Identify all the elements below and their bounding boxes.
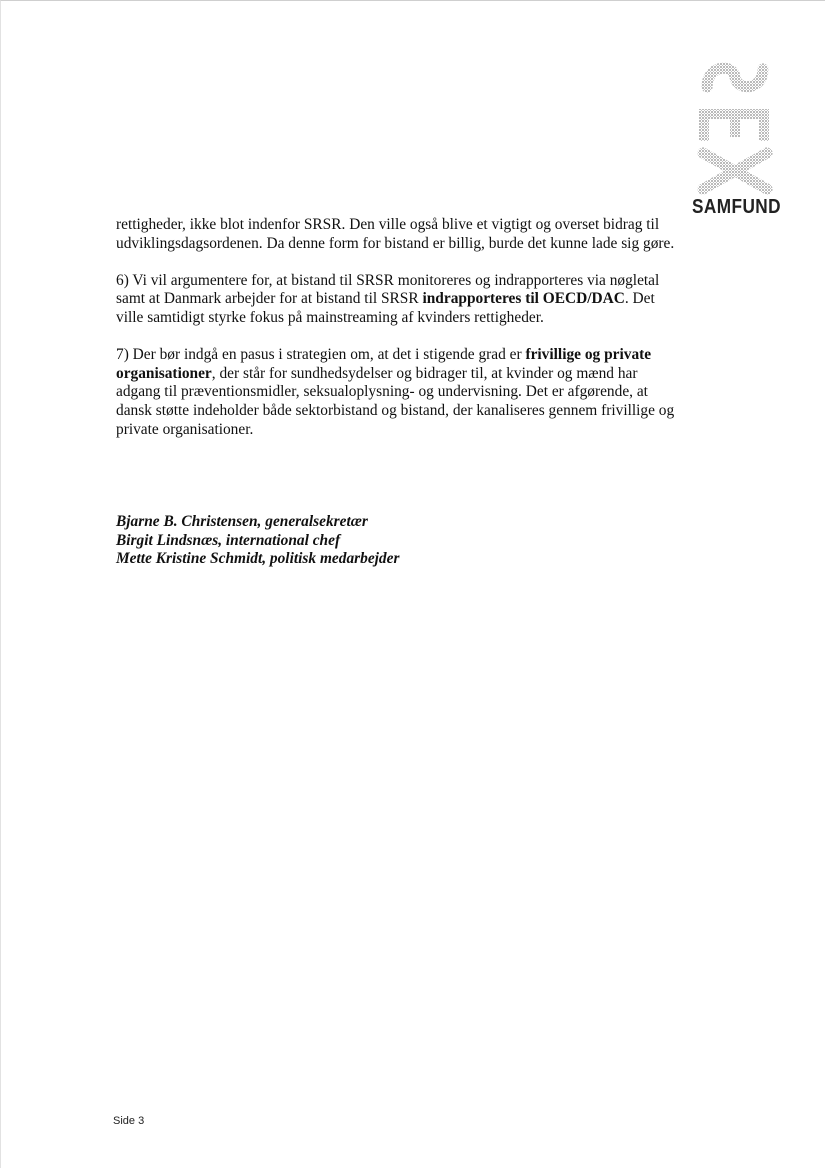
signature-block (116, 513, 399, 569)
sex-logo-mark (693, 51, 777, 197)
sex-og-samfund-logo (685, 51, 785, 221)
letter-body (116, 216, 676, 439)
paragraph-7-text-b: , der står for sundhedsydelser og bidrager til, at kvinder og mænd har adgang til præventionsmidler, seksualoplysning- og undervisning. Det er afgørende, at dansk støtte indeholder både sektorbistand og bistand, der kanaliseres gennem frivillige og private organisationer. (116, 364, 675, 438)
signatory: Mette Kristine Schmidt, politisk medarbejder (116, 550, 400, 568)
page-number: Side 3 (113, 1115, 145, 1127)
paragraph-6-text-b: . Det ville samtidigt styrke fokus på mainstreaming af kvinders rettigheder. (116, 290, 655, 326)
paragraph-6 (116, 272, 676, 328)
paragraph-7-bold: frivillige og private organisationer (116, 346, 652, 382)
paragraph-6-bold: indrapporteres til OECD/DAC (422, 290, 625, 308)
paragraph-6-text-a: 6) Vi vil argumentere for, at bistand til SRSR monitoreres og indrapporteres via nøgletal samt at Danmark arbejder for at bistand til SRSR (116, 271, 660, 308)
paragraph-5-continuation: rettigheder, ikke blot indenfor SRSR. Den ville også blive et vigtigt og overset bidrag til udviklingsdagsordenen. Da denne form for bistand er billig, burde det kunne lade sig gøre. (116, 216, 675, 252)
samfund-wordmark: SAMFUND (692, 196, 782, 218)
signatory: Birgit Lindsnæs, international chef (116, 531, 341, 549)
paragraph-7-text-a: 7) Der bør indgå en pasus i strategien om, at det i stigende grad er (116, 346, 526, 364)
paragraph-7 (116, 346, 676, 439)
signatory: Bjarne B. Christensen, generalsekretær (116, 513, 368, 530)
